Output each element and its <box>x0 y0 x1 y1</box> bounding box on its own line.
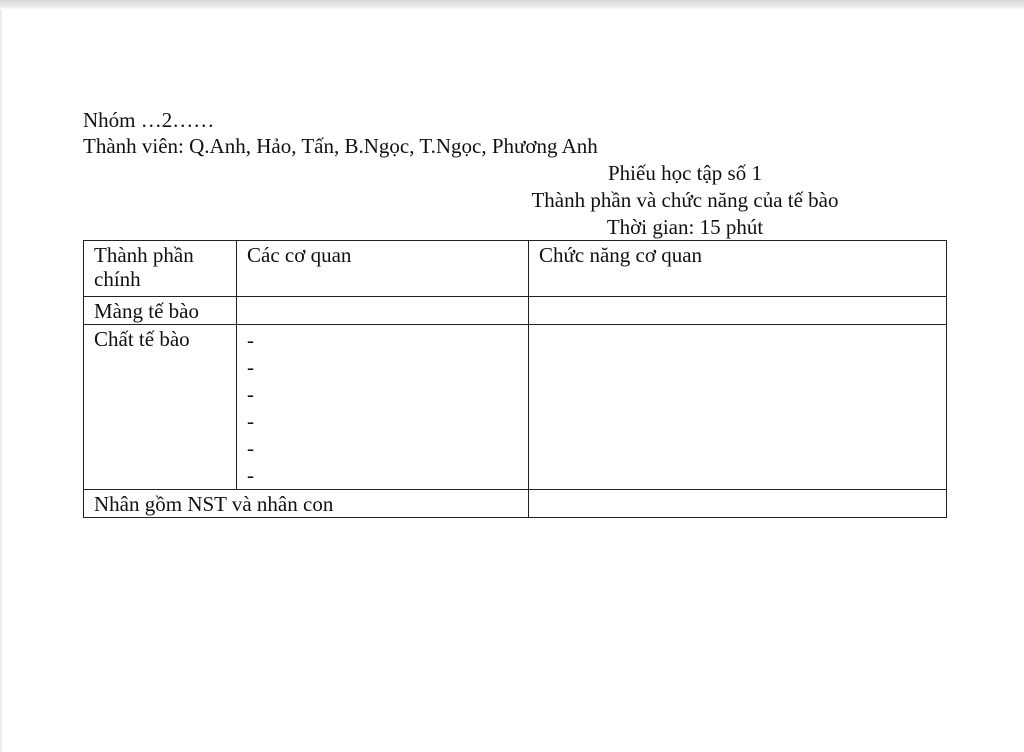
group-label: Nhóm …2…… <box>83 108 215 132</box>
cell-component: Nhân gồm NST và nhân con <box>84 490 529 518</box>
header-main-component: Thành phần chính <box>84 241 237 297</box>
cell-component: Chất tế bào <box>84 325 237 490</box>
header-organs: Các cơ quan <box>237 241 529 297</box>
table-row <box>84 490 947 518</box>
cell-function <box>529 325 947 490</box>
header-organ-function: Chức năng cơ quan <box>529 241 947 297</box>
list-item: - <box>247 355 254 379</box>
worksheet-table <box>83 240 947 518</box>
table-header-row <box>84 241 947 297</box>
list-item: - <box>247 382 254 406</box>
worksheet-title: Phiếu học tập số 1 <box>608 161 762 185</box>
list-item: - <box>247 409 254 433</box>
table-row <box>84 325 947 490</box>
list-item: - <box>247 463 254 487</box>
list-item: - <box>247 436 254 460</box>
cell-function <box>529 297 947 325</box>
cell-function <box>529 490 947 518</box>
page-top-edge <box>0 0 1024 10</box>
table-row <box>84 297 947 325</box>
worksheet-time: Thời gian: 15 phút <box>606 215 764 239</box>
members-label: Thành viên: Q.Anh, Hảo, Tấn, B.Ngọc, T.Ngọc, Phương Anh <box>83 134 598 158</box>
page-left-edge <box>0 10 2 752</box>
cell-organs <box>237 325 529 490</box>
worksheet-subtitle: Thành phần và chức năng của tế bào <box>531 188 839 212</box>
cell-organs <box>237 297 529 325</box>
cell-component: Màng tế bào <box>84 297 237 325</box>
organ-dash-list <box>247 327 518 489</box>
list-item: - <box>247 328 254 352</box>
